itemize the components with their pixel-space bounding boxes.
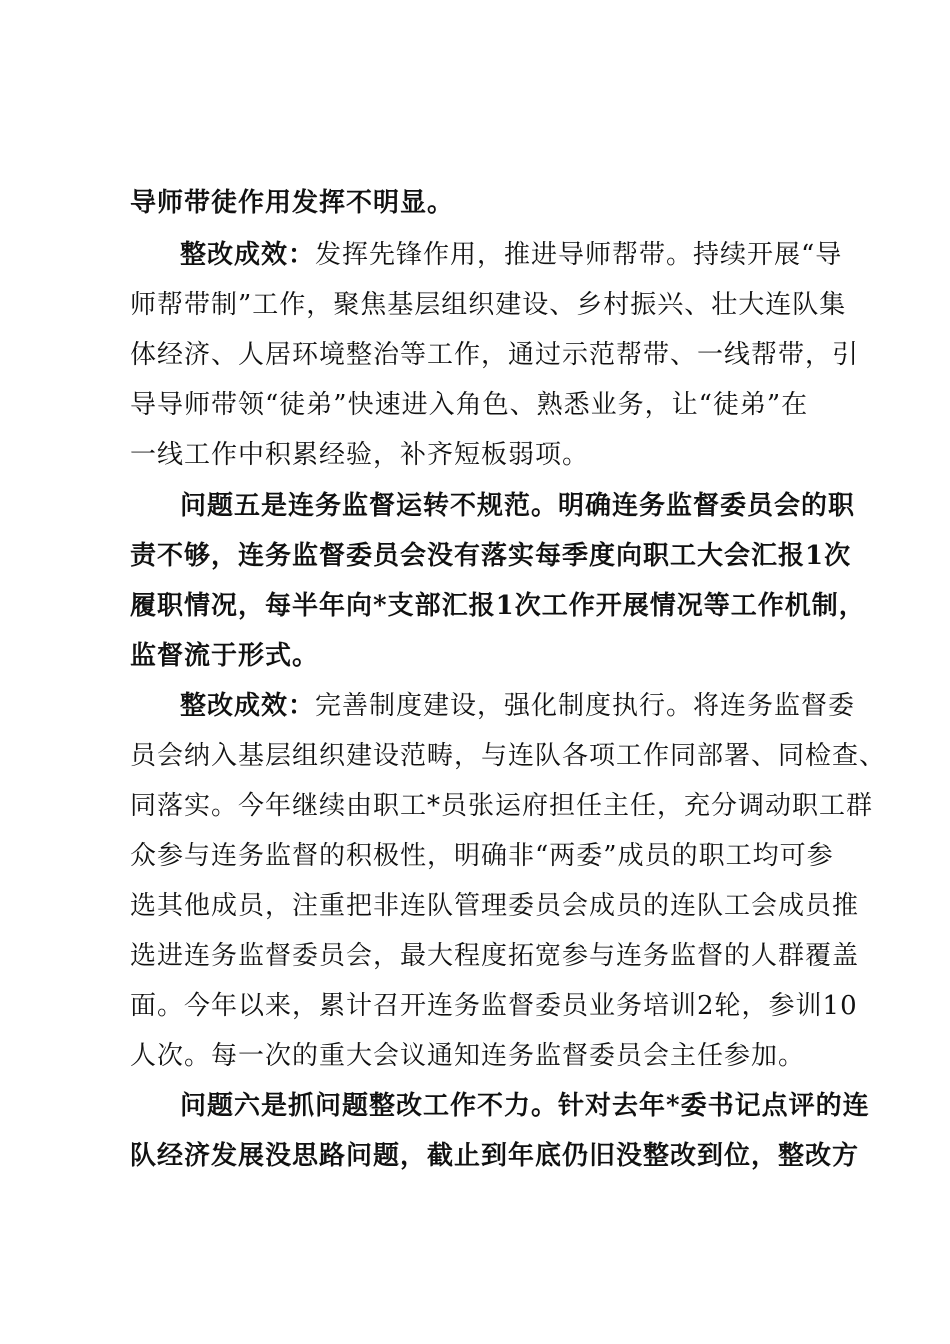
paragraph-line [130, 290, 846, 320]
section-label: 整改成效： [180, 240, 316, 270]
paragraph-line [130, 188, 454, 218]
line-text: 一线工作中积累经验，补齐短板弱项。 [130, 440, 590, 470]
line-text: 人次。每一次的重大会议通知连务监督委员会主任参加。 [130, 1041, 806, 1071]
paragraph-line [130, 891, 859, 921]
paragraph-line [180, 691, 855, 721]
paragraph-line [130, 541, 851, 571]
paragraph-line [180, 240, 842, 270]
line-text: 履职情况，每半年向*支部汇报1次工作开展情况等工作机制， [130, 591, 866, 621]
paragraph-line [130, 440, 589, 470]
line-text: 选进连务监督委员会，最大程度拓宽参与连务监督的人群覆盖 [130, 941, 860, 971]
paragraph-line [130, 791, 873, 821]
paragraph-line [130, 1041, 805, 1071]
paragraph-line [130, 941, 859, 971]
line-text: 选其他成员，注重把非连队管理委员会成员的连队工会成员推 [130, 891, 860, 921]
paragraph-line [130, 390, 808, 420]
line-text: 体经济、人居环境整治等工作，通过示范帮带、一线帮带，引 [130, 340, 860, 370]
line-text: 导师带徒作用发挥不明显。 [130, 188, 455, 218]
line-text: 众参与连务监督的积极性，明确非“两委”成员的职工均可参 [130, 841, 834, 871]
paragraph-line [130, 991, 858, 1021]
line-text: 师帮带制”工作，聚焦基层组织建设、乡村振兴、壮大连队集 [130, 290, 847, 320]
section-label: 整改成效： [180, 691, 316, 721]
paragraph-line [130, 841, 834, 871]
line-text: 员会纳入基层组织建设范畴，与连队各项工作同部署、同检查、 [130, 741, 887, 771]
paragraph-line [130, 641, 319, 671]
line-text: 监督流于形式。 [130, 641, 320, 671]
paragraph-line [130, 340, 859, 370]
line-text: 完善制度建设，强化制度执行。将连务监督委 [315, 691, 856, 721]
line-text: 发挥先锋作用，推进导师帮带。持续开展“导 [315, 240, 843, 270]
line-text: 导导师带领“徒弟”快速进入角色、熟悉业务，让“徒弟”在 [130, 390, 809, 420]
paragraph-line [180, 1091, 870, 1121]
line-text: 队经济发展没思路问题，截止到年底仍旧没整改到位，整改方 [130, 1141, 860, 1171]
paragraph-line [130, 741, 886, 771]
line-text: 同落实。今年继续由职工*员张运府担任主任，充分调动职工群 [130, 791, 874, 821]
line-text: 责不够，连务监督委员会没有落实每季度向职工大会汇报1次 [130, 541, 852, 571]
line-text: 问题六是抓问题整改工作不力。针对去年*委书记点评的连 [180, 1091, 870, 1121]
paragraph-line [130, 591, 866, 621]
paragraph-line [130, 1141, 859, 1171]
paragraph-line [180, 491, 855, 521]
line-text: 问题五是连务监督运转不规范。明确连务监督委员会的职 [180, 491, 856, 521]
line-text: 面。今年以来，累计召开连务监督委员业务培训2轮，参训10 [130, 991, 858, 1021]
